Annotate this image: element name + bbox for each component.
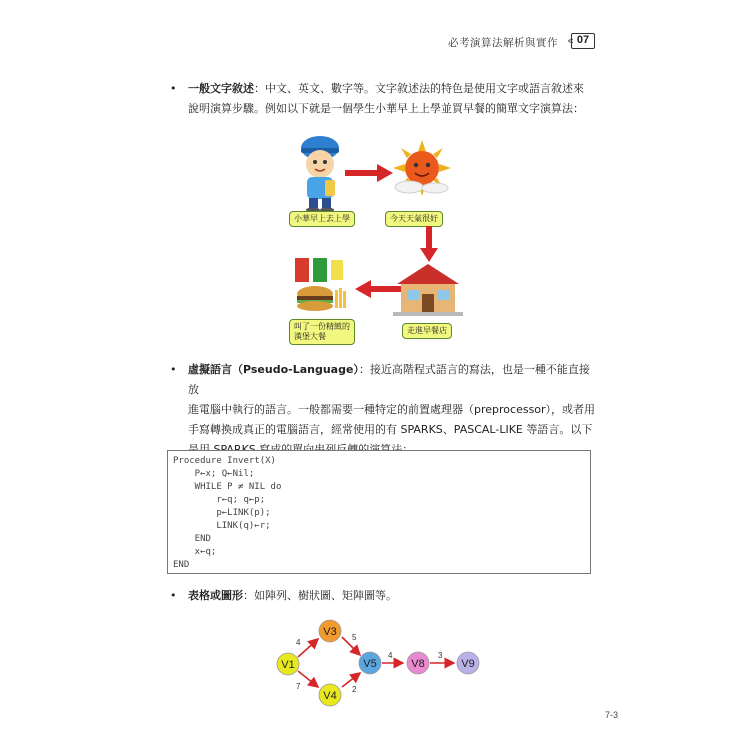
bullet-icon: • xyxy=(170,363,177,376)
caption-order-burger: 叫了一份精緻的 漢堡大餐 xyxy=(289,319,355,345)
edge-weight: 3 xyxy=(438,651,443,660)
code-line: x←q; xyxy=(173,547,217,557)
bullet-line: 說明演算步驟。例如以下就是一個學生小華早上上學並買早餐的簡單文字演算法： xyxy=(188,102,584,115)
bullet-icon: • xyxy=(170,589,177,602)
graph-node-v3 xyxy=(319,620,341,642)
weighted-directed-graph xyxy=(270,615,490,715)
page-header xyxy=(0,33,750,53)
svg-text:V1: V1 xyxy=(281,659,295,671)
double-arrow-icon: « xyxy=(567,34,574,47)
graph-edge xyxy=(298,671,318,687)
bullet-term: 虛擬語言（Pseudo-Language） xyxy=(188,363,359,376)
bullet-line: 手寫轉換成真正的電腦語言，經常使用的有 SPARKS、PASCAL-LIKE 等語言。以下 xyxy=(188,423,593,436)
bullet-line: ：接近高階程式語言的寫法，也是一種不能直接放 xyxy=(188,363,590,396)
pseudo-code-block xyxy=(167,450,591,574)
bullet-term: 表格或圖形 xyxy=(188,589,243,602)
bullet-term: 一般文字敘述 xyxy=(188,82,254,95)
graph-node-v9 xyxy=(457,652,479,674)
caption-nice-weather: 今天天氣很好 xyxy=(385,211,443,227)
chapter-number: 07 xyxy=(571,33,595,49)
svg-text:V3: V3 xyxy=(323,626,337,638)
code-line: p←LINK(p); xyxy=(173,508,271,518)
edge-weight: 4 xyxy=(296,638,301,647)
sun-icon xyxy=(393,140,451,196)
burger-meal-illustration xyxy=(293,256,351,316)
graph-edge xyxy=(342,673,360,687)
svg-text:V4: V4 xyxy=(323,690,337,702)
running-title: 必考演算法解析與實作 xyxy=(448,37,558,49)
graph-node-v5 xyxy=(359,652,381,674)
graph-edge xyxy=(298,639,318,657)
code-line: END xyxy=(173,560,190,570)
bullet-text-description xyxy=(170,79,600,119)
breakfast-shop-illustration xyxy=(393,262,463,318)
bullet-line: 進電腦中執行的語言。一般都需要一種特定的前置處理器（preprocessor），或者用 xyxy=(188,403,596,416)
edge-weight: 5 xyxy=(352,633,357,642)
bullet-pseudo-language xyxy=(170,360,600,460)
code-line: WHILE P ≠ NIL do xyxy=(173,482,282,492)
caption-go-to-school: 小華早上去上學 xyxy=(289,211,355,227)
svg-text:V5: V5 xyxy=(363,658,377,670)
svg-text:V9: V9 xyxy=(461,658,475,670)
code-line: Procedure Invert(X) xyxy=(173,456,276,466)
caption-enter-shop: 走進早餐店 xyxy=(402,323,452,339)
graph-node-v8 xyxy=(407,652,429,674)
arrow-right-icon xyxy=(345,164,393,182)
bullet-table-graph xyxy=(170,586,600,606)
code-line: r←q; q←p; xyxy=(173,495,266,505)
code-line: END xyxy=(173,534,211,544)
edge-weight: 7 xyxy=(296,682,301,691)
edge-weight: 2 xyxy=(352,685,357,694)
code-line: LINK(q)←r; xyxy=(173,521,271,531)
arrow-down-icon xyxy=(420,226,438,262)
bullet-line: ：如陣列、樹狀圖、矩陣圖等。 xyxy=(243,589,397,602)
page-number: 7-3 xyxy=(605,710,619,720)
graph-node-v1 xyxy=(277,653,299,675)
bullet-icon: • xyxy=(170,82,177,95)
svg-text:V8: V8 xyxy=(411,658,425,670)
bullet-line: ：中文、英文、數字等。文字敘述法的特色是使用文字或語言敘述來 xyxy=(254,82,584,95)
school-breakfast-flow xyxy=(285,128,475,353)
code-line: P←x; Q←Nil; xyxy=(173,469,255,479)
graph-edge xyxy=(342,637,360,655)
edge-weight: 4 xyxy=(388,651,393,660)
student-illustration xyxy=(295,134,345,212)
graph-node-v4 xyxy=(319,684,341,706)
